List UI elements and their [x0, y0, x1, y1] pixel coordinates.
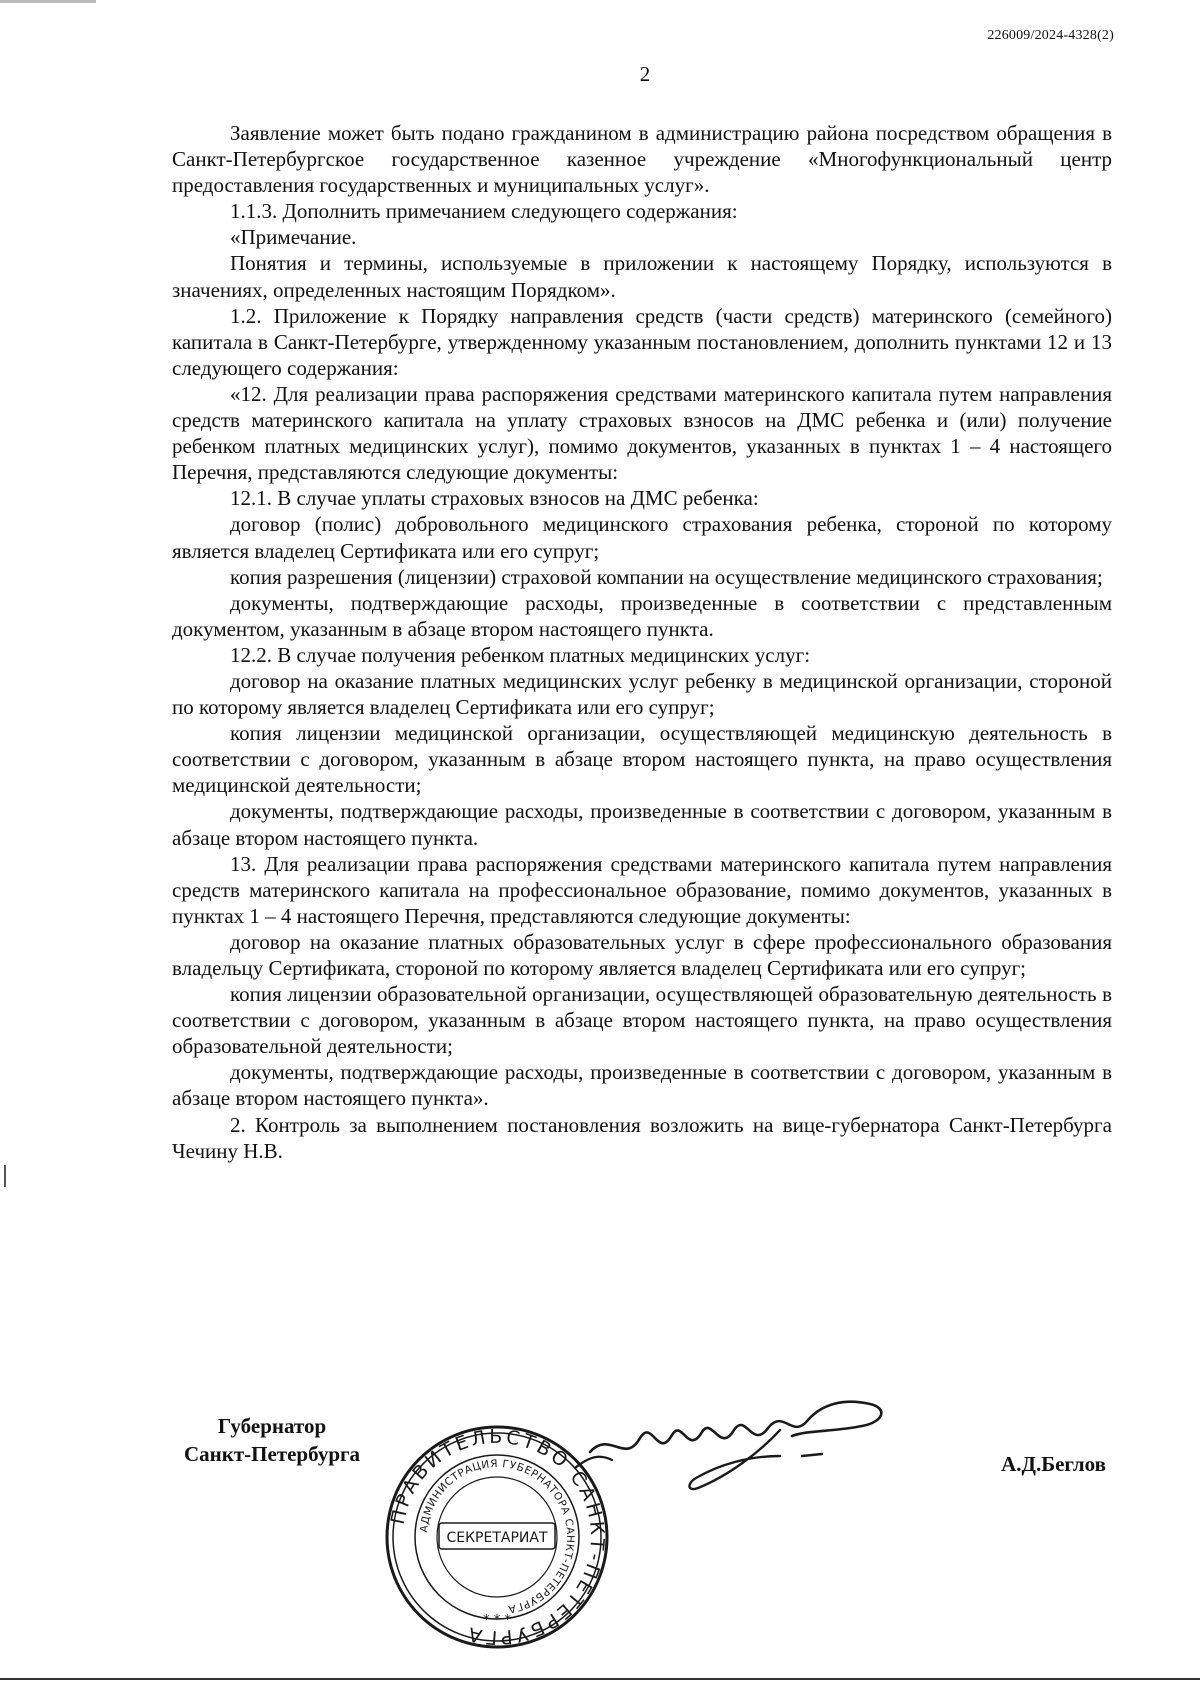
handwritten-signature [570, 1390, 900, 1500]
signatory-title-line-2: Санкт-Петербурга [183, 1442, 361, 1466]
paragraph-13-license: копия лицензии образовательной организации, осуществляющей образовательную деятельность в соответствии с договором, указанным в абзаце втором настоящего пункта, на право осуществления образовательной деятельности; [172, 982, 1112, 1059]
paragraph-12: «12. Для реализации права распоряжения средствами материнского капитала путем направления средств материнского капитала на уплату страховых взносов на ДМС ребенка и (или) получение ребенком платных медицинских услуг), помимо документов, указанных в пунктах 1 – 4 настоящего Перечня, представляются следующие документы: [172, 381, 1112, 485]
paragraph-12-1-contract: договор (полис) добровольного медицинского страхования ребенка, стороной по которому является владелец Сертификата или его супруг; [172, 512, 1112, 563]
paragraph-2-control: 2. Контроль за выполнением постановления возложить на вице-губернатора Санкт-Петербурга Чечину Н.В. [172, 1112, 1112, 1163]
paragraph-13: 13. Для реализации права распоряжения средствами материнского капитала путем направления средств материнского капитала на профессиональное образование, помимо документов, указанных в пунктах 1 – 4 настоящего Перечня, представляются следующие документы: [172, 851, 1112, 928]
paragraph-note-text: Понятия и термины, используемые в приложении к настоящему Порядку, используются в значениях, определенных настоящим Порядком». [172, 251, 1112, 302]
paragraph-note-heading: «Примечание. [230, 225, 357, 250]
paragraph-13-expenses: документы, подтверждающие расходы, произведенные в соответствии с договором, указанным в абзаце втором настоящего пункта». [172, 1060, 1112, 1111]
paragraph-12-2-contract: договор на оказание платных медицинских услуг ребенку в медицинской организации, стороной по которому является владелец Сертификата или его супруг; [172, 668, 1112, 720]
paragraph-12-2-license: копия лицензии медицинской организации, осуществляющей медицинскую деятельность в соответствии с договором, указанным в абзаце втором настоящего пункта, на право осуществления медицинской деятельности; [172, 721, 1112, 798]
bottom-scan-edge [0, 1678, 1200, 1680]
seal-center-text: СЕКРЕТАРИАТ [446, 1530, 548, 1546]
document-body [172, 120, 1112, 1164]
signature-block [0, 1390, 1200, 1680]
paragraph-13-contract: договор на оказание платных образовательных услуг в сфере профессионального образования владельцу Сертификата, стороной по которому является владелец Сертификата или его супруг; [172, 929, 1112, 980]
seal-outer-text: ПРАВИТЕЛЬСТВО САНКТ-ПЕТЕРБУРГА [386, 1425, 609, 1649]
paragraph-12-2-expenses: документы, подтверждающие расходы, произведенные в соответствии с договором, указанным в абзаце втором настоящего пункта. [172, 799, 1112, 850]
paragraph-1-1-3: 1.1.3. Дополнить примечанием следующего содержания: [230, 199, 738, 224]
document-number: 226009/2024-4328(2) [987, 28, 1114, 43]
paragraph-12-1-expenses: документы, подтверждающие расходы, произведенные в соответствии с представленным документом, указанным в абзаце втором настоящего пункта. [172, 590, 1112, 641]
signatory-title [172, 1412, 372, 1468]
page-number: 2 [639, 62, 651, 86]
seal-inner-text: АДМИНИСТРАЦИЯ ГУБЕРНАТОРА САНКТ-ПЕТЕРБУРГА [418, 1457, 577, 1616]
scan-edge-mark [4, 1165, 6, 1187]
paragraph-12-1: 12.1. В случае уплаты страховых взносов на ДМС ребенка: [230, 486, 759, 511]
paragraph-12-2: 12.2. В случае получения ребенком платных медицинских услуг: [230, 642, 811, 667]
paragraph-application-submission: Заявление может быть подано гражданином в администрацию района посредством обращения в Санкт-Петербургское государственное казенное учреждение «Многофункциональный центр предоставления государственных и муниципальных услуг». [172, 121, 1112, 198]
top-scan-edge [0, 0, 1200, 3]
signatory-title-line-1: Губернатор [217, 1414, 327, 1438]
signatory-name: А.Д.Беглов [1001, 1452, 1106, 1476]
seal-stars: * * * [483, 1613, 511, 1628]
paragraph-12-1-license: копия разрешения (лицензии) страховой компании на осуществление медицинского страхования; [230, 564, 1103, 589]
paragraph-1-2: 1.2. Приложение к Порядку направления средств (части средств) материнского (семейного) капитала в Санкт-Петербурге, утвержденному указанным постановлением, дополнить пунктами 12 и 13 следующего содержания: [172, 303, 1112, 380]
